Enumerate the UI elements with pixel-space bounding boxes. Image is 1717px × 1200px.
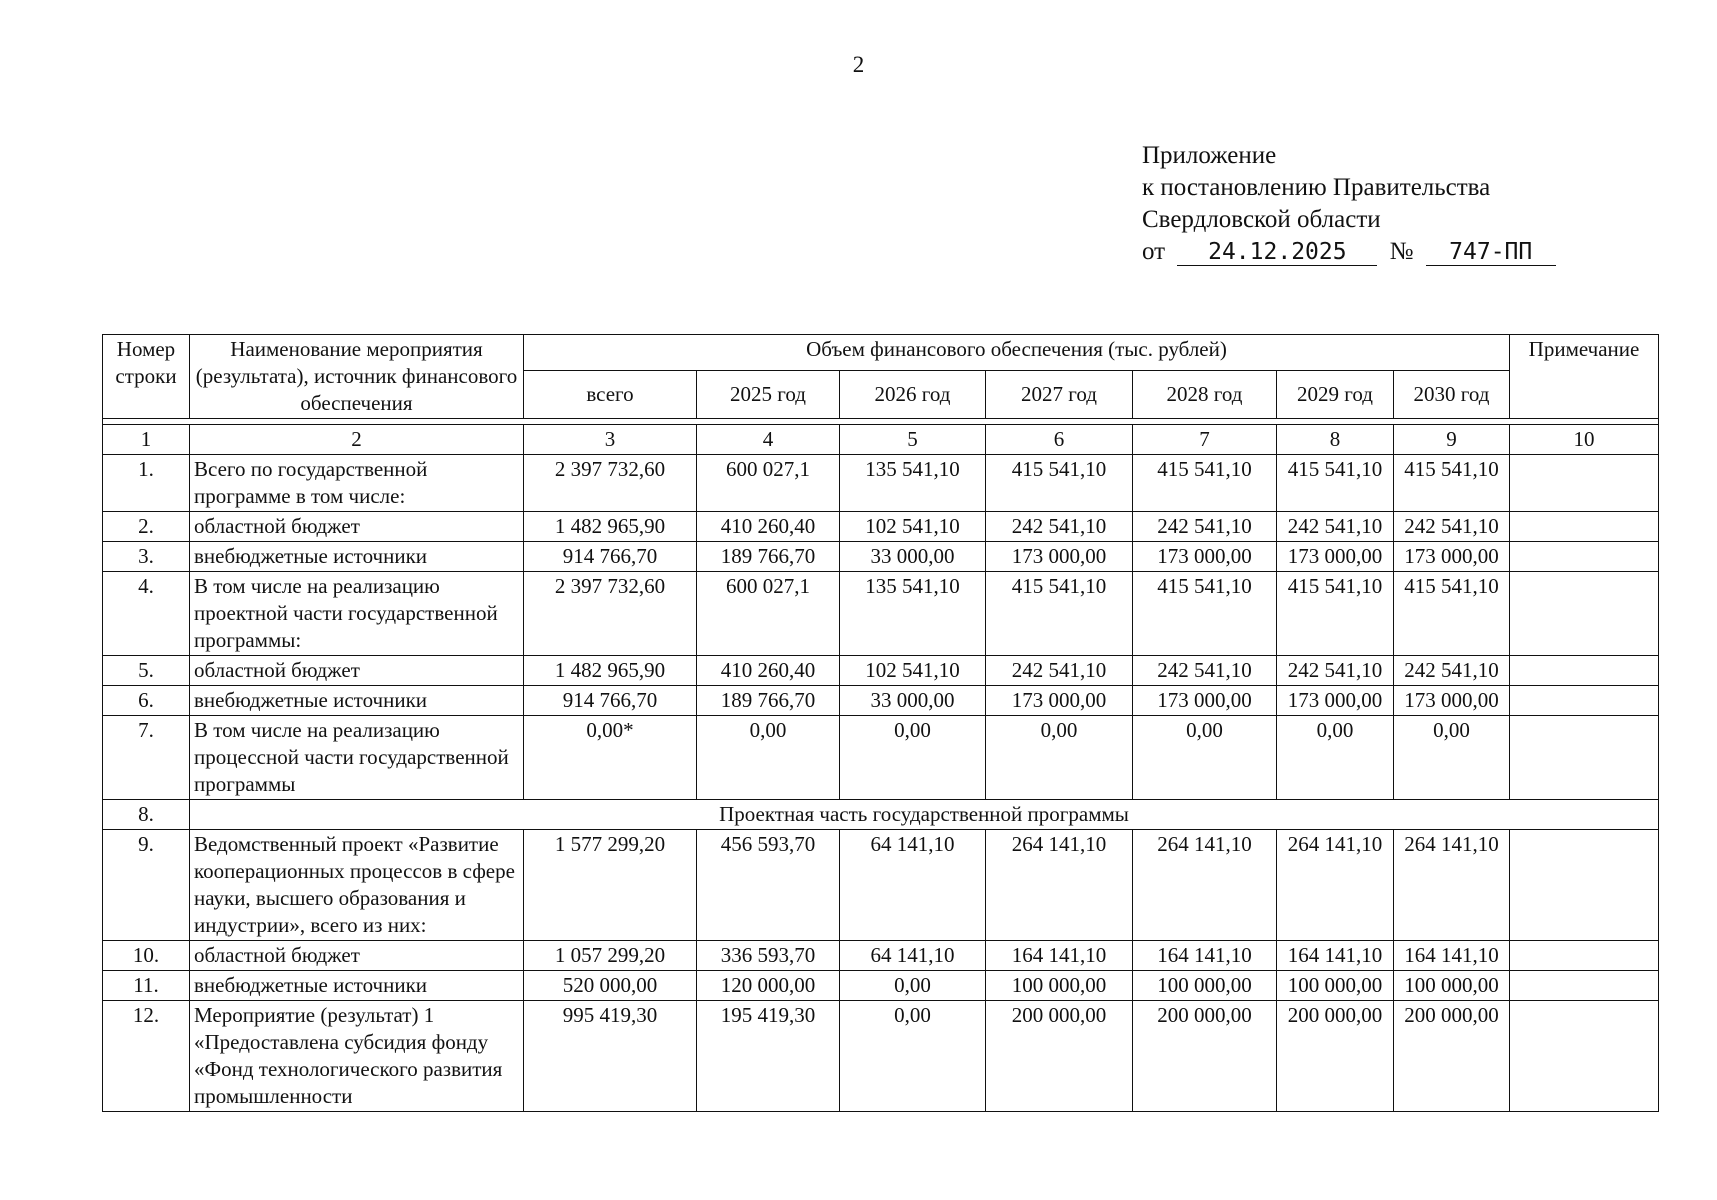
header-year-2028: 2028 год <box>1133 371 1277 419</box>
cell-2028: 173 000,00 <box>1133 686 1277 716</box>
number-prefix: № <box>1389 238 1414 265</box>
cell-total: 0,00* <box>524 716 697 800</box>
cell-note <box>1510 542 1659 572</box>
cell-2026: 64 141,10 <box>840 941 986 971</box>
decree-number: 747-ПП <box>1426 239 1556 266</box>
appendix-decree-line: к постановлению Правительства <box>1142 174 1491 201</box>
table-row <box>103 656 1659 686</box>
header-volume: Объем финансового обеспечения (тыс. рублей) <box>524 335 1510 371</box>
cell-2026: 102 541,10 <box>840 512 986 542</box>
decree-date: 24.12.2025 <box>1177 239 1377 266</box>
cell-2025: 410 260,40 <box>697 656 840 686</box>
cell-2028: 415 541,10 <box>1133 455 1277 512</box>
cell-2027: 200 000,00 <box>986 1001 1133 1112</box>
cell-total: 1 577 299,20 <box>524 830 697 941</box>
cell-2030: 100 000,00 <box>1394 971 1510 1001</box>
column-numbers-row <box>103 425 1659 455</box>
header-year-2030: 2030 год <box>1394 371 1510 419</box>
cell-2026: 64 141,10 <box>840 830 986 941</box>
header-row-1 <box>103 335 1659 371</box>
header-year-2026: 2026 год <box>840 371 986 419</box>
cell-2030: 0,00 <box>1394 716 1510 800</box>
row-number: 5. <box>103 656 190 686</box>
column-number: 4 <box>697 425 840 455</box>
cell-note <box>1510 512 1659 542</box>
cell-2026: 33 000,00 <box>840 686 986 716</box>
table-row <box>103 542 1659 572</box>
table-row <box>103 716 1659 800</box>
cell-2030: 242 541,10 <box>1394 656 1510 686</box>
column-number: 1 <box>103 425 190 455</box>
column-number: 9 <box>1394 425 1510 455</box>
cell-2029: 415 541,10 <box>1277 572 1394 656</box>
cell-2026: 33 000,00 <box>840 542 986 572</box>
cell-total: 995 419,30 <box>524 1001 697 1112</box>
header-year-2025: 2025 год <box>697 371 840 419</box>
cell-2030: 173 000,00 <box>1394 542 1510 572</box>
cell-2025: 189 766,70 <box>697 686 840 716</box>
column-number: 5 <box>840 425 986 455</box>
cell-2029: 173 000,00 <box>1277 686 1394 716</box>
header-total: всего <box>524 371 697 419</box>
cell-2029: 0,00 <box>1277 716 1394 800</box>
cell-total: 520 000,00 <box>524 971 697 1001</box>
cell-2027: 242 541,10 <box>986 656 1133 686</box>
cell-2028: 100 000,00 <box>1133 971 1277 1001</box>
cell-note <box>1510 572 1659 656</box>
cell-2025: 336 593,70 <box>697 941 840 971</box>
cell-2027: 164 141,10 <box>986 941 1133 971</box>
cell-2027: 100 000,00 <box>986 971 1133 1001</box>
row-number: 1. <box>103 455 190 512</box>
cell-2026: 102 541,10 <box>840 656 986 686</box>
cell-2028: 242 541,10 <box>1133 656 1277 686</box>
column-number: 10 <box>1510 425 1659 455</box>
cell-2030: 200 000,00 <box>1394 1001 1510 1112</box>
cell-note <box>1510 1001 1659 1112</box>
cell-2026: 0,00 <box>840 1001 986 1112</box>
cell-note <box>1510 686 1659 716</box>
cell-2029: 164 141,10 <box>1277 941 1394 971</box>
cell-2029: 100 000,00 <box>1277 971 1394 1001</box>
cell-total: 2 397 732,60 <box>524 572 697 656</box>
cell-note <box>1510 656 1659 686</box>
table-row <box>103 941 1659 971</box>
section-title: Проектная часть государственной программы <box>190 800 1659 830</box>
row-number: 4. <box>103 572 190 656</box>
cell-2029: 200 000,00 <box>1277 1001 1394 1112</box>
row-number: 3. <box>103 542 190 572</box>
cell-2027: 173 000,00 <box>986 542 1133 572</box>
cell-total: 1 482 965,90 <box>524 656 697 686</box>
column-number: 2 <box>190 425 524 455</box>
cell-2028: 0,00 <box>1133 716 1277 800</box>
cell-total: 914 766,70 <box>524 686 697 716</box>
cell-2027: 415 541,10 <box>986 572 1133 656</box>
row-name: областной бюджет <box>190 656 524 686</box>
cell-2030: 264 141,10 <box>1394 830 1510 941</box>
cell-note <box>1510 971 1659 1001</box>
table-row <box>103 455 1659 512</box>
cell-2026: 135 541,10 <box>840 455 986 512</box>
table-row <box>103 1001 1659 1112</box>
cell-note <box>1510 830 1659 941</box>
header-name: Наименование мероприятия (результата), источник финансового обеспечения <box>190 335 524 419</box>
appendix-block <box>1142 140 1556 268</box>
cell-2025: 0,00 <box>697 716 840 800</box>
cell-note <box>1510 941 1659 971</box>
cell-2027: 173 000,00 <box>986 686 1133 716</box>
cell-2028: 242 541,10 <box>1133 512 1277 542</box>
cell-note <box>1510 455 1659 512</box>
cell-2028: 415 541,10 <box>1133 572 1277 656</box>
row-name: областной бюджет <box>190 512 524 542</box>
cell-2029: 415 541,10 <box>1277 455 1394 512</box>
column-number: 3 <box>524 425 697 455</box>
table-row <box>103 971 1659 1001</box>
row-name: областной бюджет <box>190 941 524 971</box>
table-row <box>103 512 1659 542</box>
column-number: 6 <box>986 425 1133 455</box>
header-note: Примечание <box>1510 335 1659 419</box>
cell-2025: 195 419,30 <box>697 1001 840 1112</box>
row-number: 8. <box>103 800 190 830</box>
date-prefix: от <box>1142 238 1166 265</box>
cell-2030: 173 000,00 <box>1394 686 1510 716</box>
cell-2028: 264 141,10 <box>1133 830 1277 941</box>
cell-2030: 415 541,10 <box>1394 572 1510 656</box>
cell-total: 1 482 965,90 <box>524 512 697 542</box>
cell-2029: 242 541,10 <box>1277 512 1394 542</box>
header-row-number: Номер строки <box>103 335 190 419</box>
row-number: 9. <box>103 830 190 941</box>
cell-2025: 120 000,00 <box>697 971 840 1001</box>
cell-2029: 264 141,10 <box>1277 830 1394 941</box>
cell-2026: 0,00 <box>840 971 986 1001</box>
row-name: внебюджетные источники <box>190 971 524 1001</box>
row-number: 2. <box>103 512 190 542</box>
cell-2027: 0,00 <box>986 716 1133 800</box>
cell-2029: 242 541,10 <box>1277 656 1394 686</box>
table-row <box>103 830 1659 941</box>
cell-2026: 135 541,10 <box>840 572 986 656</box>
row-name: внебюджетные источники <box>190 686 524 716</box>
table-row <box>103 686 1659 716</box>
header-year-2027: 2027 год <box>986 371 1133 419</box>
row-number: 12. <box>103 1001 190 1112</box>
row-name: В том числе на реализацию проектной части государственной программы: <box>190 572 524 656</box>
cell-2025: 600 027,1 <box>697 455 840 512</box>
cell-2028: 200 000,00 <box>1133 1001 1277 1112</box>
cell-2030: 242 541,10 <box>1394 512 1510 542</box>
page-number: 2 <box>852 52 865 77</box>
cell-2028: 164 141,10 <box>1133 941 1277 971</box>
cell-2027: 264 141,10 <box>986 830 1133 941</box>
section-row <box>103 800 1659 830</box>
cell-2029: 173 000,00 <box>1277 542 1394 572</box>
row-number: 6. <box>103 686 190 716</box>
cell-total: 2 397 732,60 <box>524 455 697 512</box>
column-number: 7 <box>1133 425 1277 455</box>
row-number: 7. <box>103 716 190 800</box>
header-year-2029: 2029 год <box>1277 371 1394 419</box>
cell-2025: 189 766,70 <box>697 542 840 572</box>
cell-total: 914 766,70 <box>524 542 697 572</box>
cell-2025: 410 260,40 <box>697 512 840 542</box>
cell-total: 1 057 299,20 <box>524 941 697 971</box>
financing-table <box>102 334 1659 1112</box>
cell-2027: 415 541,10 <box>986 455 1133 512</box>
cell-2030: 164 141,10 <box>1394 941 1510 971</box>
row-name: Всего по государственной программе в том числе: <box>190 455 524 512</box>
cell-2027: 242 541,10 <box>986 512 1133 542</box>
appendix-title: Приложение <box>1142 142 1277 169</box>
row-name: внебюджетные источники <box>190 542 524 572</box>
row-name: Мероприятие (результат) 1 «Предоставлена субсидия фонду «Фонд технологического развития промышленности <box>190 1001 524 1112</box>
cell-2028: 173 000,00 <box>1133 542 1277 572</box>
cell-2025: 600 027,1 <box>697 572 840 656</box>
cell-2025: 456 593,70 <box>697 830 840 941</box>
cell-2030: 415 541,10 <box>1394 455 1510 512</box>
row-number: 11. <box>103 971 190 1001</box>
row-number: 10. <box>103 941 190 971</box>
column-number: 8 <box>1277 425 1394 455</box>
appendix-region-line: Свердловской области <box>1142 206 1381 233</box>
cell-note <box>1510 716 1659 800</box>
cell-2026: 0,00 <box>840 716 986 800</box>
row-name: Ведомственный проект «Развитие кооперационных процессов в сфере науки, высшего образования и индустрии», всего из них: <box>190 830 524 941</box>
table-row <box>103 572 1659 656</box>
row-name: В том числе на реализацию процессной части государственной программы <box>190 716 524 800</box>
appendix-date-line <box>1142 236 1556 268</box>
